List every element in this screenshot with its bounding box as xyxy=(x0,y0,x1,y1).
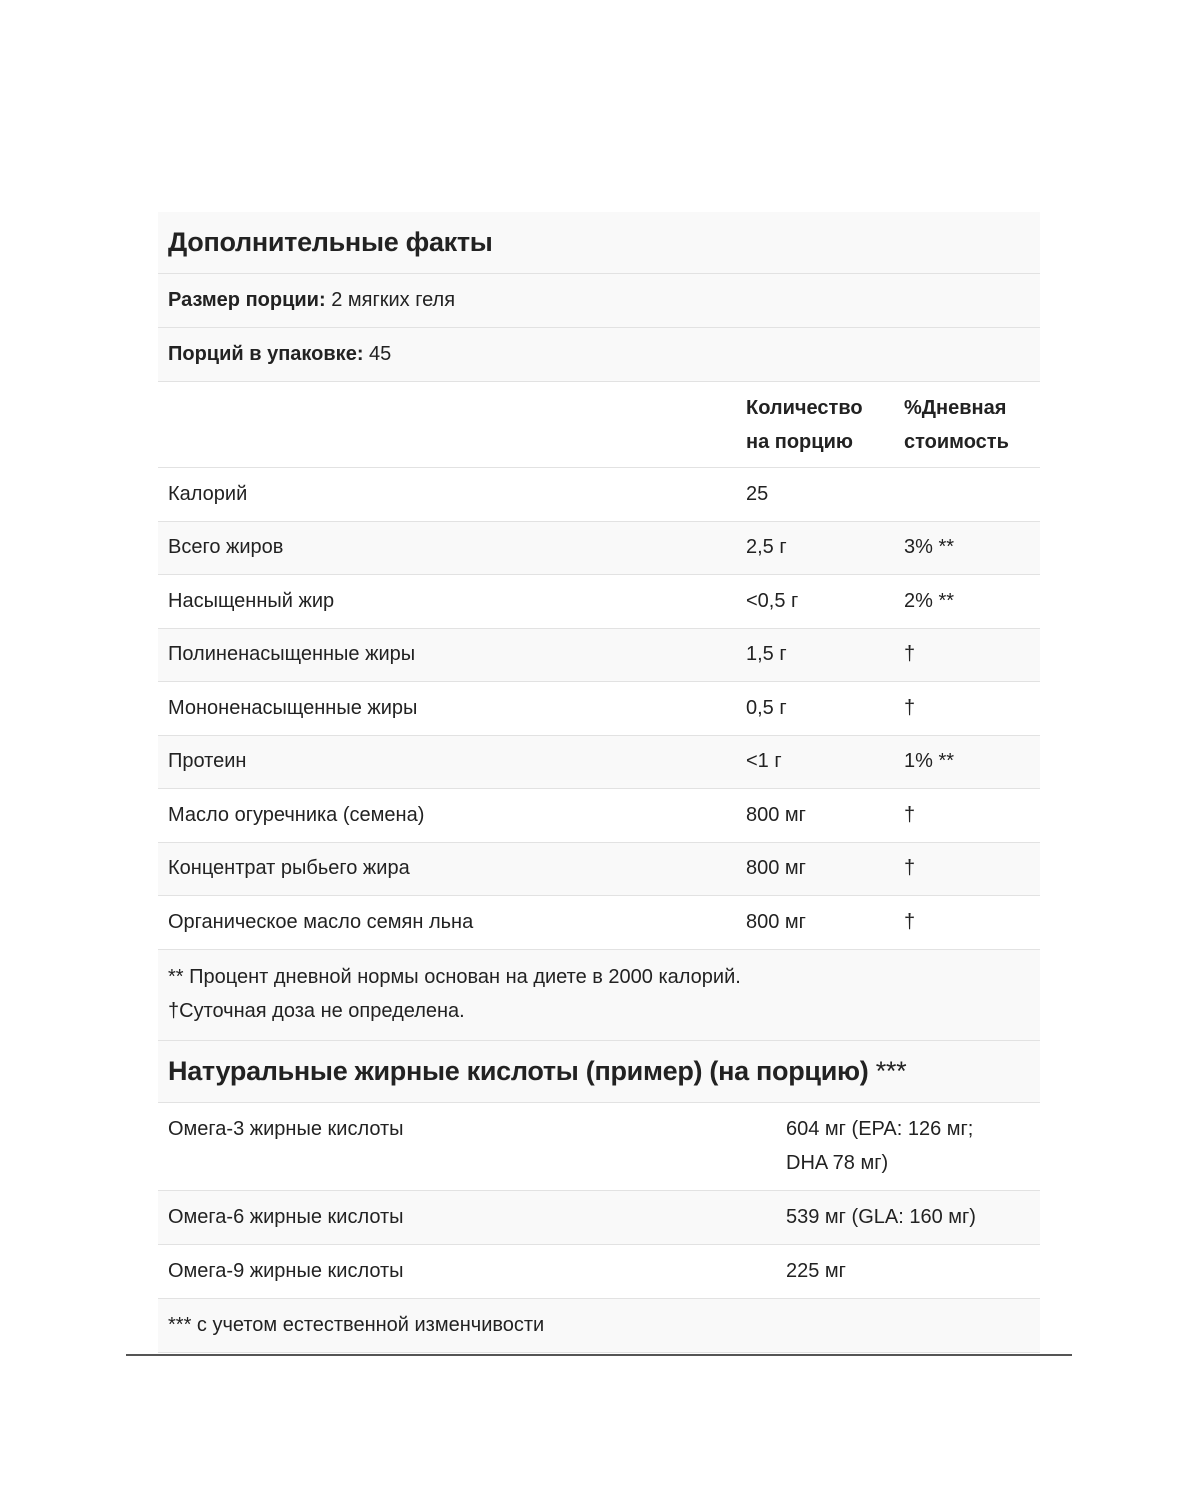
serving-size-row xyxy=(158,274,1040,328)
table-header-row xyxy=(158,382,1040,468)
header-amount-col xyxy=(746,391,904,459)
footnote-not-established: †Суточная доза не определена. xyxy=(168,999,465,1022)
table-row: Насыщенный жир <0,5 г 2% ** xyxy=(158,575,1040,629)
supplement-facts-panel xyxy=(158,212,1040,1353)
table-row: Протеин <1 г 1% ** xyxy=(158,736,1040,790)
header-dv-col xyxy=(904,391,1040,459)
facts-footnotes xyxy=(158,950,1040,1041)
servings-value: 45 xyxy=(369,343,392,365)
header-dv-line1: %Дневная xyxy=(904,396,1007,419)
fatty-acids-title-text: Натуральные жирные кислоты (пример) (на порцию) xyxy=(168,1055,869,1086)
table-row: Омега-3 жирные кислоты 604 мг (EPA: 126 мг; DHA 78 мг) xyxy=(158,1103,1040,1191)
serving-size-label: Размер порции: xyxy=(168,289,326,311)
serving-size-value: 2 мягких геля xyxy=(331,289,456,311)
table-row: Полиненасыщенные жиры 1,5 г † xyxy=(158,629,1040,683)
fatty-acids-footnote-text: *** с учетом естественной изменчивости xyxy=(168,1313,545,1336)
bottom-divider xyxy=(126,1354,1072,1356)
table-row: Органическое масло семян льна 800 мг † xyxy=(158,896,1040,950)
fatty-acids-title-stars: *** xyxy=(875,1055,907,1086)
nutrient-rows xyxy=(158,468,1040,950)
facts-header xyxy=(158,212,1040,274)
header-amount-line1: Количество xyxy=(746,396,863,419)
facts-title: Дополнительные факты xyxy=(168,227,493,257)
servings-per-container-row xyxy=(158,328,1040,382)
table-row: Всего жиров 2,5 г 3% ** xyxy=(158,522,1040,576)
servings-label: Порций в упаковке: xyxy=(168,343,364,365)
table-row: Масло огуречника (семена) 800 мг † xyxy=(158,789,1040,843)
fatty-acids-title xyxy=(168,1056,906,1087)
table-row: Мононенасыщенные жиры 0,5 г † xyxy=(158,682,1040,736)
table-row: Концентрат рыбьего жира 800 мг † xyxy=(158,843,1040,897)
header-dv-line2: стоимость xyxy=(904,430,1009,453)
table-row: Омега-6 жирные кислоты 539 мг (GLA: 160 мг) xyxy=(158,1191,1040,1245)
fatty-acids-footnote xyxy=(158,1299,1040,1353)
fatty-acids-header xyxy=(158,1041,1040,1103)
table-row: Калорий 25 xyxy=(158,468,1040,522)
footnote-daily-value: ** Процент дневной нормы основан на диете в 2000 калорий. xyxy=(168,965,741,988)
table-row: Омега-9 жирные кислоты 225 мг xyxy=(158,1245,1040,1299)
header-amount-line2: на порцию xyxy=(746,430,853,453)
